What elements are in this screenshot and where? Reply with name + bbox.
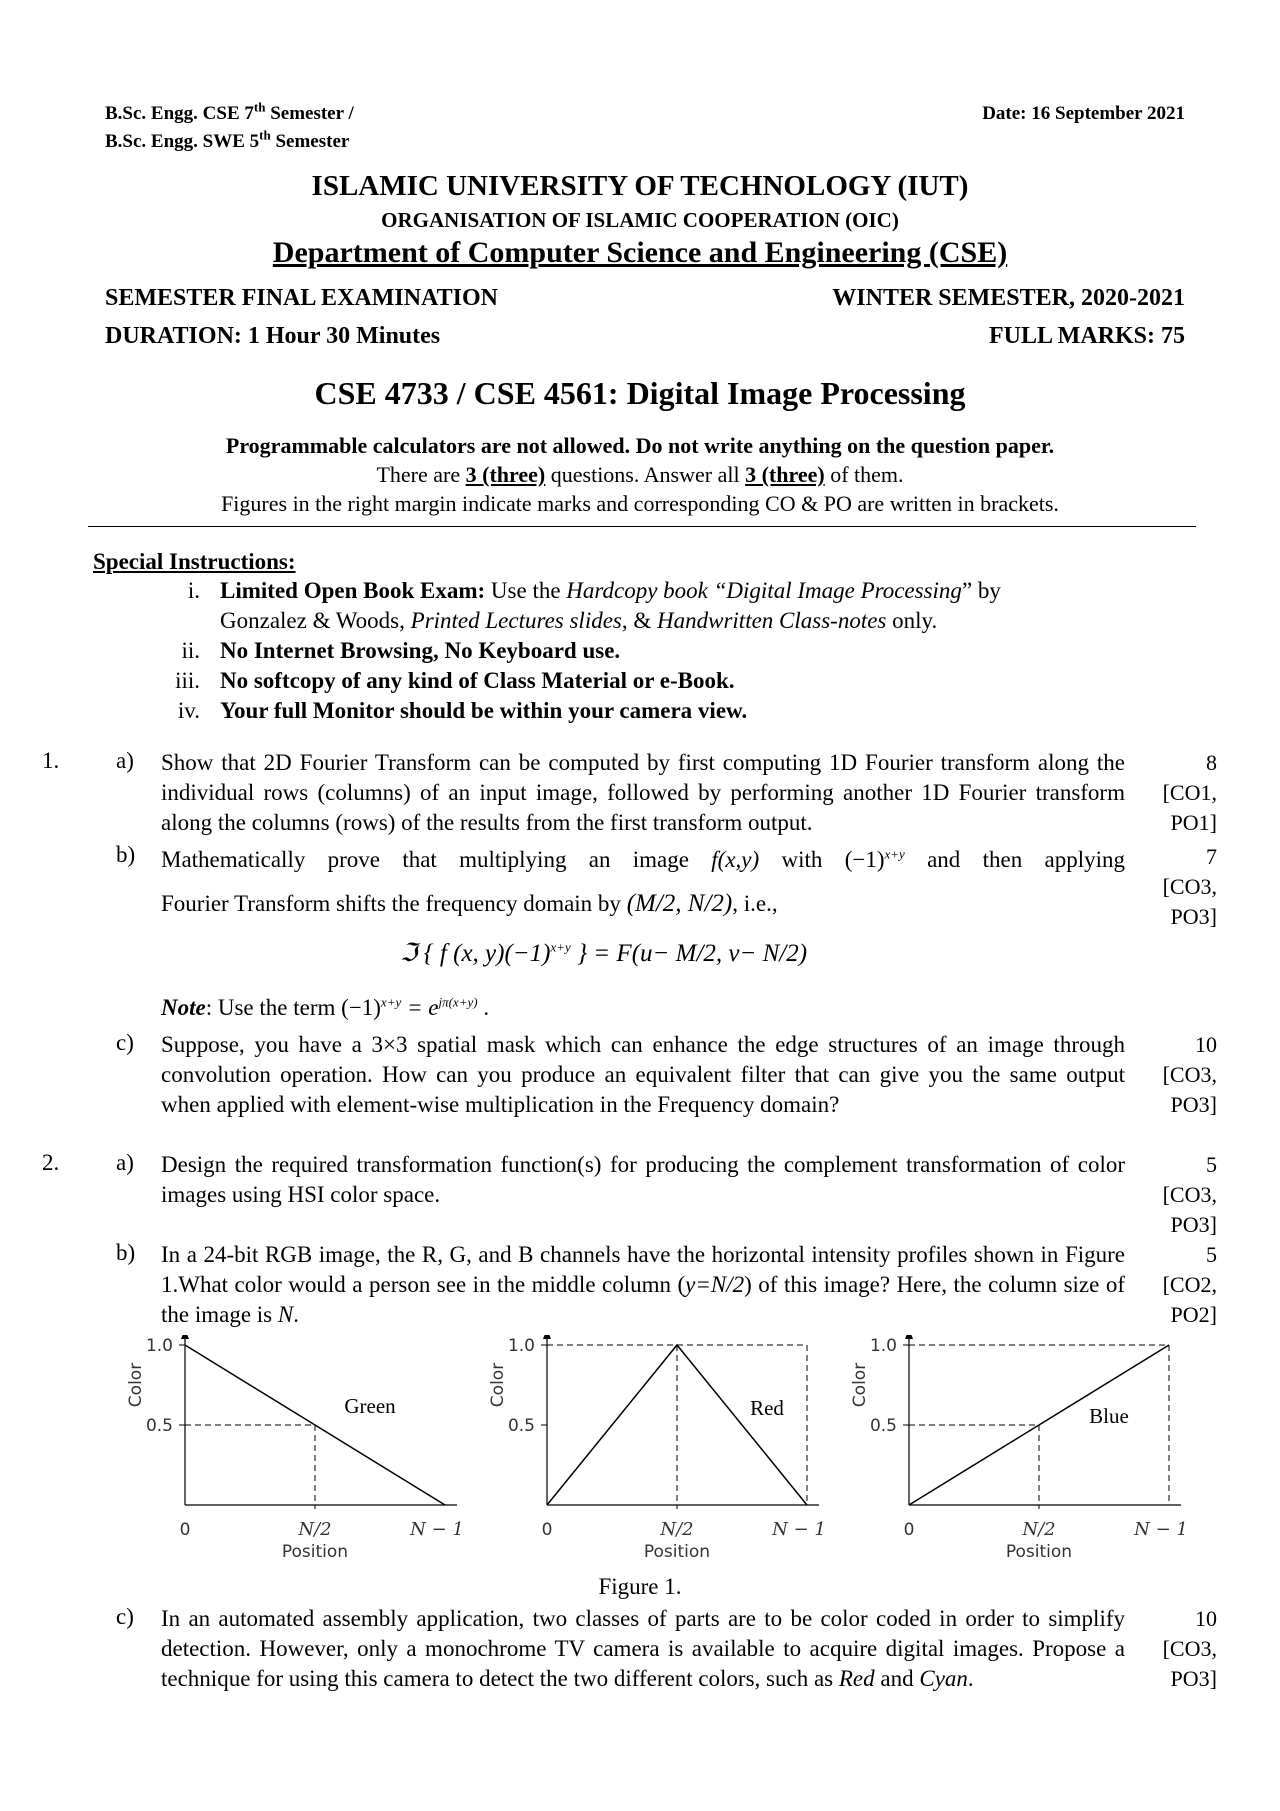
header-divider — [88, 526, 1196, 527]
subquestion-label: a) — [116, 748, 134, 773]
question-1b-line2: Fourier Transform shifts the frequency domain by (M/2, N/2), i.e., — [161, 890, 778, 917]
y-tick-label: 0.5 — [869, 1416, 897, 1436]
series-name: Blue — [1089, 1404, 1129, 1428]
x-axis-label: Position — [643, 1542, 711, 1562]
question-1c-marks: 10 [CO3, PO3] — [1162, 1032, 1217, 1117]
subquestion-label: b) — [116, 1240, 136, 1265]
green-profile-plot — [126, 1335, 464, 1562]
x-axis-label: Position — [281, 1542, 349, 1562]
department-name: Department of Computer Science and Engineering (CSE) — [272, 236, 1008, 269]
instruction-item: No softcopy of any kind of Class Material or e-Book. — [220, 668, 735, 693]
y-tick-label: 1.0 — [145, 1336, 173, 1356]
organisation-name: ORGANISATION OF ISLAMIC COOPERATION (OIC) — [381, 208, 899, 232]
question-2b-marks: 5 [CO2, PO2] — [1162, 1242, 1217, 1327]
question-2c-marks: 10 [CO3, PO3] — [1162, 1606, 1217, 1691]
y-axis-arrow — [543, 1335, 551, 1339]
x-tick-label: N/2 — [298, 1519, 332, 1540]
question-2c-text: In an automated assembly application, two classes of parts are to be color coded in order to simplify detection. However, only a monochrome TV camera is available to acquire digital images. Propose a technique for using this camera to detect the two different colors, such as Red and Cyan. — [161, 1606, 1125, 1691]
red-profile-plot — [488, 1335, 826, 1562]
instruction-item: Limited Open Book Exam: Use the Hardcopy book “Digital Image Processing” by Gonzalez & Woods, Printed Lectures slides, & Handwritten Class-notes only. — [220, 578, 1001, 633]
question-1b-marks: 7 [CO3, PO3] — [1162, 844, 1217, 929]
subquestion-label: b) — [116, 842, 136, 867]
subquestion-label: c) — [116, 1030, 134, 1055]
full-marks: FULL MARKS: 75 — [988, 323, 1185, 349]
question-1b-line1: Mathematically prove that multiplying an image f(x,y) with $(-1)^{x+y}$ and then applying — [161, 846, 1126, 872]
x-tick-label: N/2 — [1022, 1519, 1056, 1540]
question-number: 1. — [42, 748, 60, 773]
instruction-item: Your full Monitor should be within your camera view. — [220, 698, 748, 723]
instruction-num: i. — [187, 578, 200, 603]
question-2a-marks: 5 [CO3, PO3] — [1162, 1152, 1217, 1237]
fourier-shift-equation: ℑ { f (x, $y)(-1)^{x+y}$ } = F(u− M/2, v− N/2) — [400, 939, 808, 967]
series-name: Red — [750, 1396, 784, 1420]
x-tick-label: N − 1 — [410, 1519, 464, 1540]
x-tick-label: 0 — [903, 1520, 915, 1540]
figure-1 — [110, 1335, 1210, 1575]
question-1a-text: Show that 2D Fourier Transform can be computed by first computing 1D Fourier transform along the individual rows (columns) of an input image, followed by performing another 1D Fourier transform along the columns (rows) of the results from the first transform output. — [161, 750, 1125, 835]
x-tick-label: 0 — [179, 1520, 191, 1540]
instruction-item: No Internet Browsing, No Keyboard use. — [220, 638, 621, 663]
calculator-note: Programmable calculators are not allowed. Do not write anything on the question paper. — [225, 433, 1055, 458]
y-tick-label: 1.0 — [869, 1336, 897, 1356]
program-line-2: B.Sc. Engg. SWE 5th Semester — [105, 127, 350, 152]
x-tick-label: N − 1 — [772, 1519, 826, 1540]
course-title: CSE 4733 / CSE 4561: Digital Image Processing — [314, 375, 966, 411]
instruction-num: iv. — [177, 698, 200, 723]
series-name: Green — [344, 1394, 396, 1418]
y-axis-arrow — [181, 1335, 189, 1339]
instructions-title: Special Instructions: — [93, 549, 296, 574]
y-tick-label: 0.5 — [145, 1416, 173, 1436]
y-tick-label: 1.0 — [507, 1336, 535, 1356]
x-tick-label: 0 — [541, 1520, 553, 1540]
instruction-num: iii. — [175, 668, 200, 693]
instruction-num: ii. — [181, 638, 200, 663]
university-name: ISLAMIC UNIVERSITY OF TECHNOLOGY (IUT) — [311, 170, 969, 202]
x-axis-label: Position — [1005, 1542, 1073, 1562]
exam-title: SEMESTER FINAL EXAMINATION — [105, 285, 498, 311]
y-axis-arrow — [905, 1335, 913, 1339]
question-1c-text: Suppose, you have a 3×3 spatial mask which can enhance the edge structures of an image through convolution operation. How can you produce an equivalent filter that can give you the same output when applied with element-wise multiplication in the Frequency domain? — [161, 1032, 1125, 1117]
subquestion-label: a) — [116, 1150, 134, 1175]
y-axis-label: Color — [850, 1362, 870, 1408]
figure-caption: Figure 1. — [598, 1574, 682, 1599]
question-2b-text: In a 24-bit RGB image, the R, G, and B channels have the horizontal intensity profiles shown in Figure 1.What color would a person see in the middle column (y=N/2) of this image? Here, the column size of the image is N. — [161, 1242, 1125, 1327]
blue-profile-plot — [850, 1335, 1188, 1562]
x-tick-label: N − 1 — [1134, 1519, 1188, 1540]
semester-title: WINTER SEMESTER, 2020-2021 — [832, 285, 1185, 311]
subquestion-label: c) — [116, 1604, 134, 1629]
exam-date: Date: 16 September 2021 — [982, 103, 1185, 124]
question-1b-note: Note: Use the term $(-1)^{x+y} = e^{j\pi(x+y)}$ . — [161, 994, 490, 1020]
y-axis-label: Color — [126, 1362, 146, 1408]
questions-note: There are 3 (three) questions. Answer all 3 (three) of them. — [376, 462, 904, 487]
y-axis-label: Color — [488, 1362, 508, 1408]
question-1a-marks: 8 [CO1, PO1] — [1162, 750, 1217, 835]
marks-note: Figures in the right margin indicate marks and corresponding CO & PO are written in brackets. — [221, 491, 1059, 516]
question-2a-text: Design the required transformation function(s) for producing the complement transformation of color images using HSI color space. — [161, 1152, 1125, 1207]
x-tick-label: N/2 — [660, 1519, 694, 1540]
guide-line — [185, 1425, 315, 1509]
exam-duration: DURATION: 1 Hour 30 Minutes — [105, 323, 441, 349]
question-number: 2. — [42, 1150, 60, 1175]
y-tick-label: 0.5 — [507, 1416, 535, 1436]
program-line-1: B.Sc. Engg. CSE 7th Semester / — [105, 99, 354, 124]
